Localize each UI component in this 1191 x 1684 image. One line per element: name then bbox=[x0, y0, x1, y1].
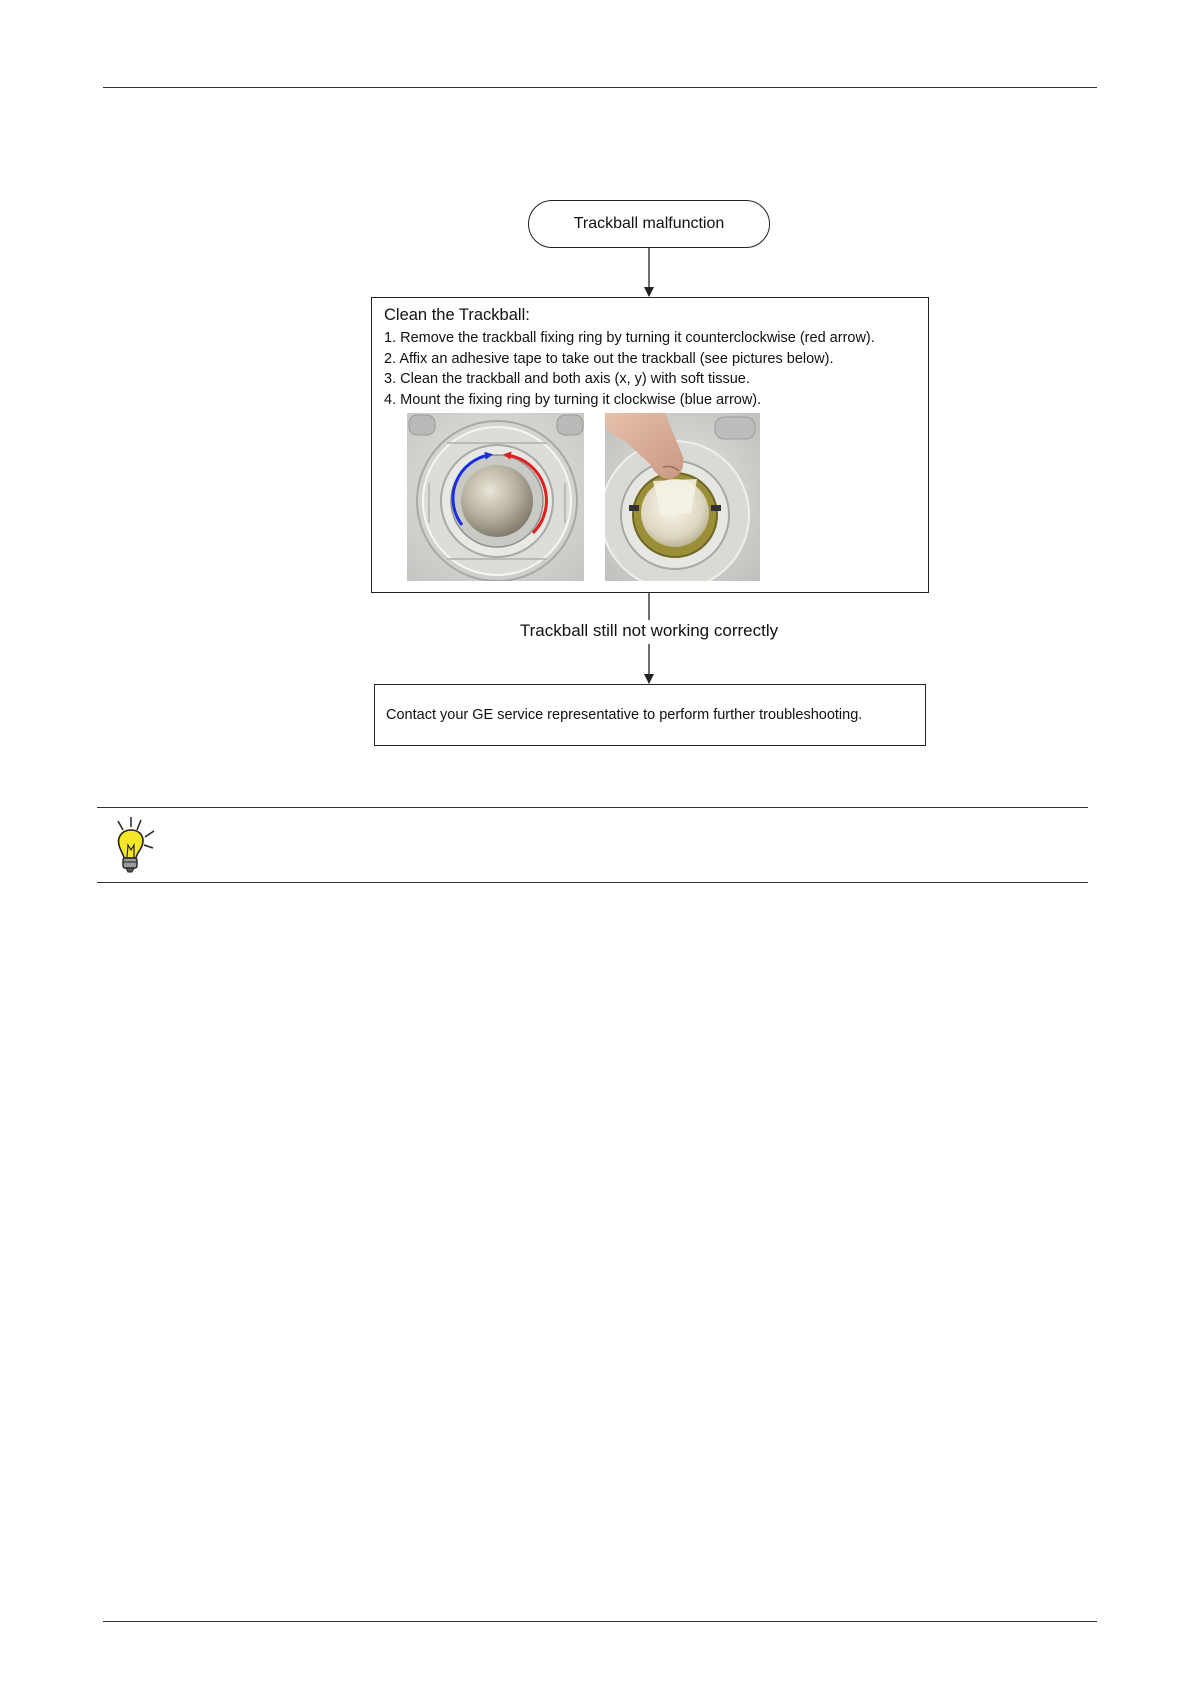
tip-band bbox=[97, 807, 1088, 883]
step-item: 4. Mount the fixing ring by turning it clockwise (blue arrow). bbox=[384, 391, 762, 408]
step-list bbox=[384, 328, 916, 410]
step-item: 2. Affix an adhesive tape to take out the trackball (see pictures below). bbox=[384, 350, 834, 367]
lightbulb-icon bbox=[104, 815, 156, 875]
trackball-removal-photo bbox=[605, 413, 760, 581]
step-item: 1. Remove the trackball fixing ring by turning it counterclockwise (red arrow). bbox=[384, 330, 875, 346]
start-node-label: Trackball malfunction bbox=[573, 215, 725, 232]
flowchart-end-box bbox=[374, 684, 926, 746]
flowchart-start-node bbox=[528, 200, 770, 248]
footer-rule bbox=[103, 1621, 1097, 1622]
trackball-ring-photo bbox=[407, 413, 584, 581]
step-item: 3. Clean the trackball and both axis (x, y) with soft tissue. bbox=[384, 371, 750, 387]
step-title: Clean the Trackball: bbox=[384, 306, 530, 324]
condition-label: Trackball still not working correctly bbox=[478, 620, 820, 642]
end-box-text: Contact your GE service representative to perform further troubleshooting. bbox=[386, 707, 863, 723]
